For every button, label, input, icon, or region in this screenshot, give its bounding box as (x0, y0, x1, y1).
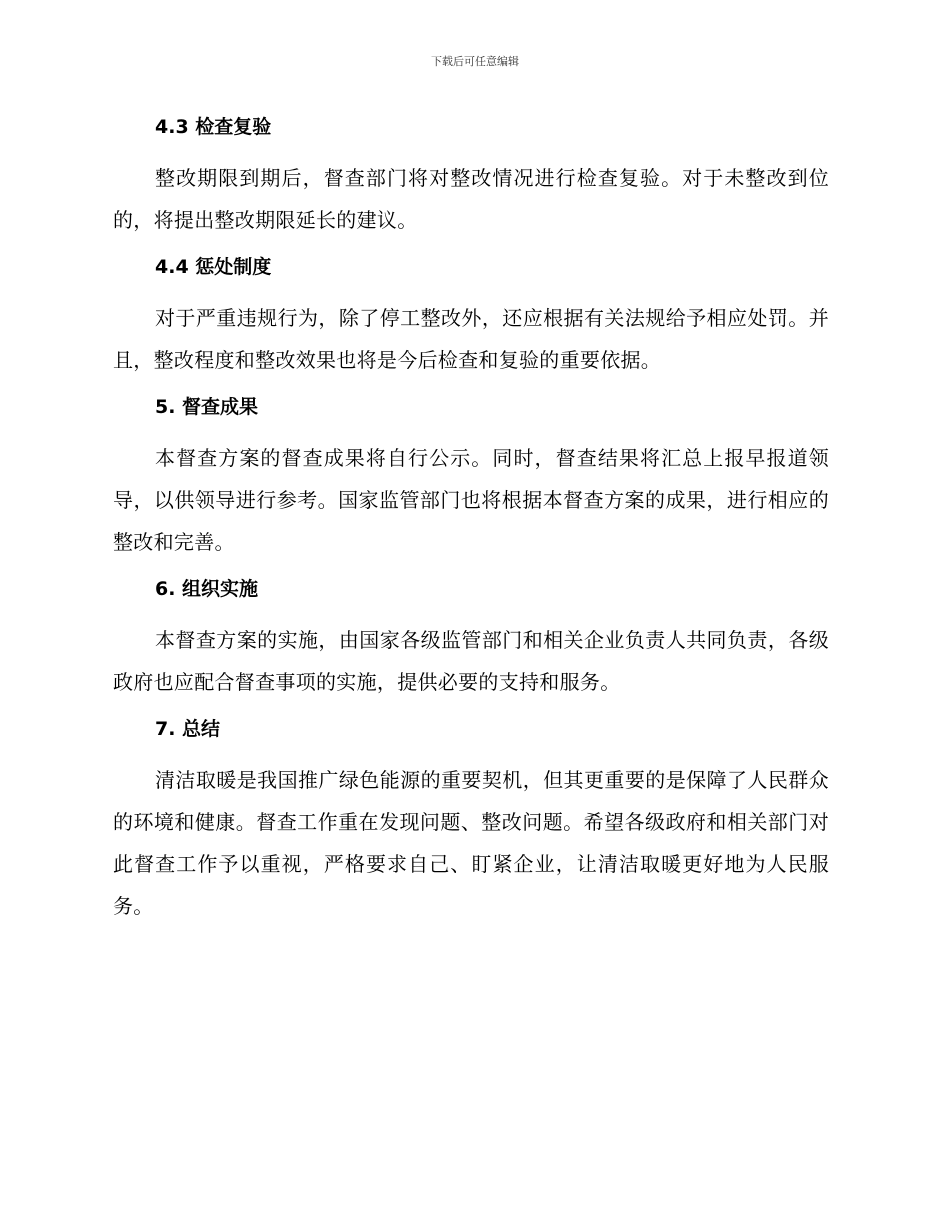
section-heading-7: 7. 总结 (155, 718, 221, 740)
section-heading-5: 5. 督查成果 (155, 396, 259, 418)
section-paragraph-6: 本督查方案的实施，由国家各级监管部门和相关企业负责人共同负责，各级政府也应配合督查事项的实施，提供必要的支持和服务。 (113, 628, 829, 694)
section-paragraph-7: 清洁取暖是我国推广绿色能源的重要契机，但其更重要的是保障了人民群众的环境和健康。督查工作重在发现问题、整改问题。希望各级政府和相关部门对此督查工作予以重视，严格要求自己、盯紧企业，让清洁取暖更好地为人民服务。 (113, 768, 829, 918)
section-paragraph-4-4: 对于严重违规行为，除了停工整改外，还应根据有关法规给予相应处罚。并且，整改程度和整改效果也将是今后检查和复验的重要依据。 (113, 306, 829, 372)
section-heading-4-3: 4.3 检查复验 (155, 116, 272, 138)
page-header: 下载后可任意编辑 (431, 55, 519, 68)
section-heading-6: 6. 组织实施 (155, 578, 259, 600)
section-paragraph-5: 本督查方案的督查成果将自行公示。同时，督查结果将汇总上报早报道领导，以供领导进行参考。国家监管部门也将根据本督查方案的成果，进行相应的整改和完善。 (113, 446, 829, 554)
section-heading-4-4: 4.4 惩处制度 (155, 256, 272, 278)
document-body (113, 110, 829, 927)
section-paragraph-4-3: 整改期限到期后，督查部门将对整改情况进行检查复验。对于未整改到位的，将提出整改期限延长的建议。 (113, 166, 829, 232)
